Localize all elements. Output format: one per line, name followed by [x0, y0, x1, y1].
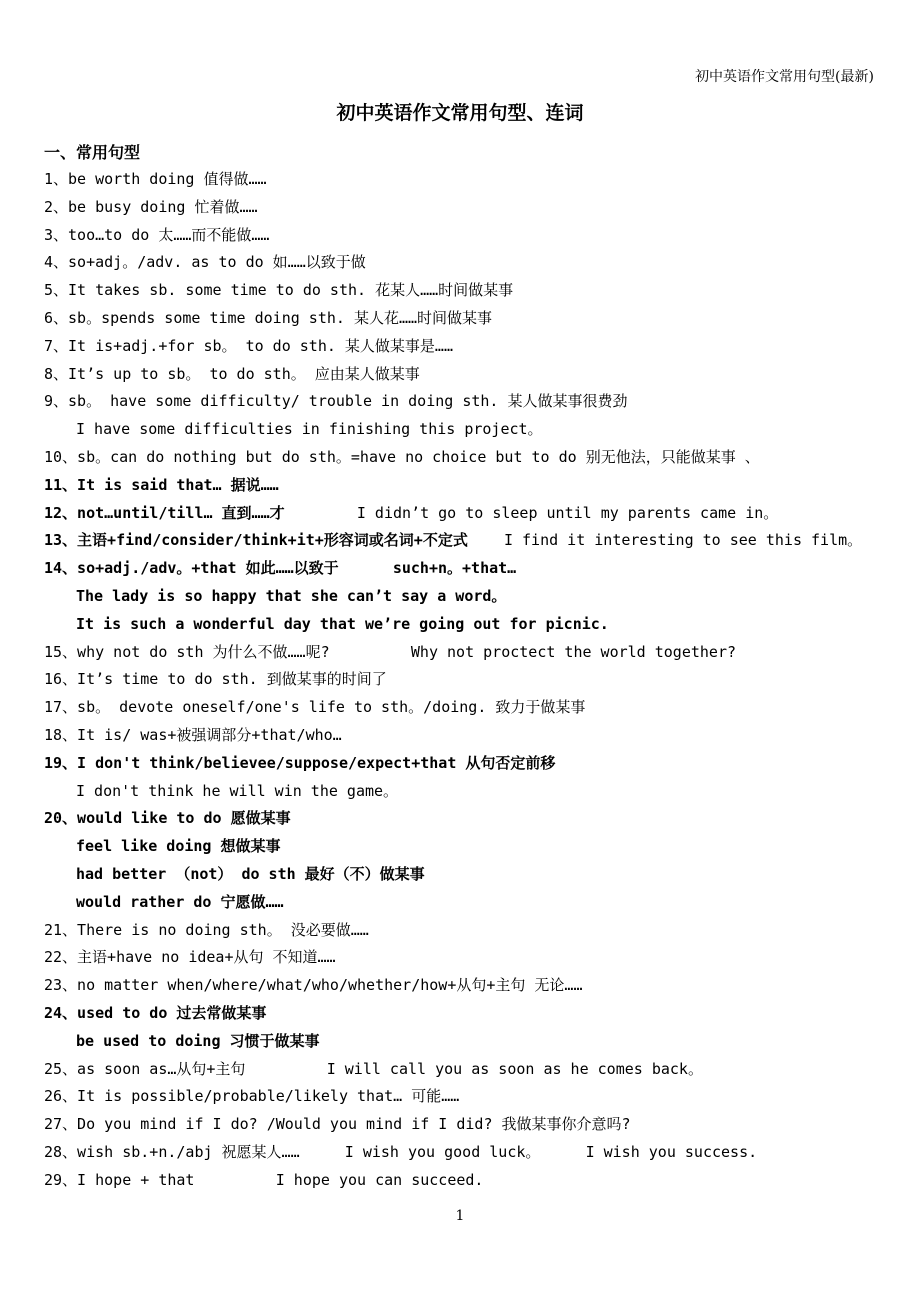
list-item: 26、It is possible/probable/likely that… 可能…… — [44, 1087, 460, 1106]
page-title: 初中英语作文常用句型、连词 — [336, 102, 584, 124]
list-item: 17、sb。 devote oneself/one's life to sth。/doing. 致力于做某事 — [44, 698, 586, 717]
list-item: 9、sb。 have some difficulty/ trouble in doing sth. 某人做某事很费劲 — [44, 392, 628, 411]
example-sentence: I will call you as soon as he comes back。 — [326, 1059, 703, 1078]
example-line: had better （not） do sth 最好（不）做某事 — [76, 864, 425, 883]
example-line: The lady is so happy that she can’t say a word。 — [76, 586, 507, 605]
list-item: 11、It is said that… 据说…… — [44, 475, 279, 494]
list-item: 5、It takes sb. some time to do sth. 花某人……时间做某事 — [44, 281, 514, 300]
list-item: 27、Do you mind if I do? /Would you mind if I did? 我做某事你介意吗? — [44, 1115, 631, 1134]
list-item: 14、so+adj./adv。+that 如此……以致于 such+n。+that… — [44, 559, 517, 578]
sentence-list — [44, 166, 894, 1194]
list-item: 4、so+adj。/adv. as to do 如……以致于做 — [44, 253, 366, 272]
list-item: 28、wish sb.+n./abj 祝愿某人…… I wish you good luck。 I wish you success. — [44, 1142, 758, 1161]
section-heading: 一、常用句型 — [44, 143, 141, 162]
list-item: 29、I hope + that I hope you can succeed. — [44, 1170, 484, 1189]
list-item: 22、主语+have no idea+从句 不知道…… — [44, 948, 336, 967]
example-line: I don't think he will win the game。 — [76, 781, 399, 800]
example-sentence: I wish you good luck。 — [344, 1142, 541, 1161]
list-item: 3、too…to do 太……而不能做…… — [44, 225, 270, 244]
list-item: 15、why not do sth 为什么不做……呢? Why not proctect the world together? — [44, 642, 737, 661]
list-item: 7、It is+adj.+for sb。 to do sth. 某人做某事是…… — [44, 336, 453, 355]
example-sentence: I didn’t go to sleep until my parents came in。 — [356, 503, 779, 522]
list-item: 8、It’s up to sb。 to do sth。 应由某人做某事 — [44, 364, 420, 383]
list-item: 16、It’s time to do sth. 到做某事的时间了 — [44, 670, 387, 689]
example-line: would rather do 宁愿做…… — [76, 892, 284, 911]
list-item: 12、not…until/till… 直到……才 I didn’t go to sleep until my parents came in。 — [44, 503, 779, 522]
example-sentence: such+n。+that… — [392, 559, 517, 578]
list-item: 6、sb。spends some time doing sth. 某人花……时间做某事 — [44, 308, 493, 327]
page-number: 1 — [455, 1208, 465, 1224]
example-line: feel like doing 想做某事 — [76, 837, 281, 856]
example-line: be used to doing 习惯于做某事 — [76, 1031, 320, 1050]
list-item: 13、主语+find/consider/think+it+形容词或名词+不定式 I find it interesting to see this film。 — [44, 531, 863, 550]
list-item: 20、would like to do 愿做某事 — [44, 809, 291, 828]
list-item: 19、I don't think/believee/suppose/expect+that 从句否定前移 — [44, 753, 556, 772]
running-header: 初中英语作文常用句型(最新) — [695, 69, 874, 85]
example-line: I have some difficulties in finishing this project。 — [76, 420, 543, 439]
list-item: 23、no matter when/where/what/who/whether/how+从句+主句 无论…… — [44, 976, 583, 995]
example-sentence: Why not proctect the world together? — [410, 642, 737, 661]
list-item: 10、sb。can do nothing but do sth。=have no choice but to do 别无他法，只能做某事 、 — [44, 447, 760, 466]
list-item: 25、as soon as…从句+主句 I will call you as soon as he comes back。 — [44, 1059, 703, 1078]
list-item: 1、be worth doing 值得做…… — [44, 170, 267, 188]
list-item: 24、used to do 过去常做某事 — [44, 1003, 267, 1022]
list-item: 21、There is no doing sth。 没必要做…… — [44, 920, 369, 939]
list-item: 2、be busy doing 忙着做…… — [44, 197, 258, 216]
example-line: It is such a wonderful day that we’re going out for picnic. — [76, 614, 609, 633]
example-sentence: I wish you success. — [585, 1142, 758, 1161]
example-sentence: I find it interesting to see this film。 — [503, 531, 863, 550]
list-item: 18、It is/ was+被强调部分+that/who… — [44, 725, 342, 744]
example-sentence: I hope you can succeed. — [275, 1170, 484, 1189]
